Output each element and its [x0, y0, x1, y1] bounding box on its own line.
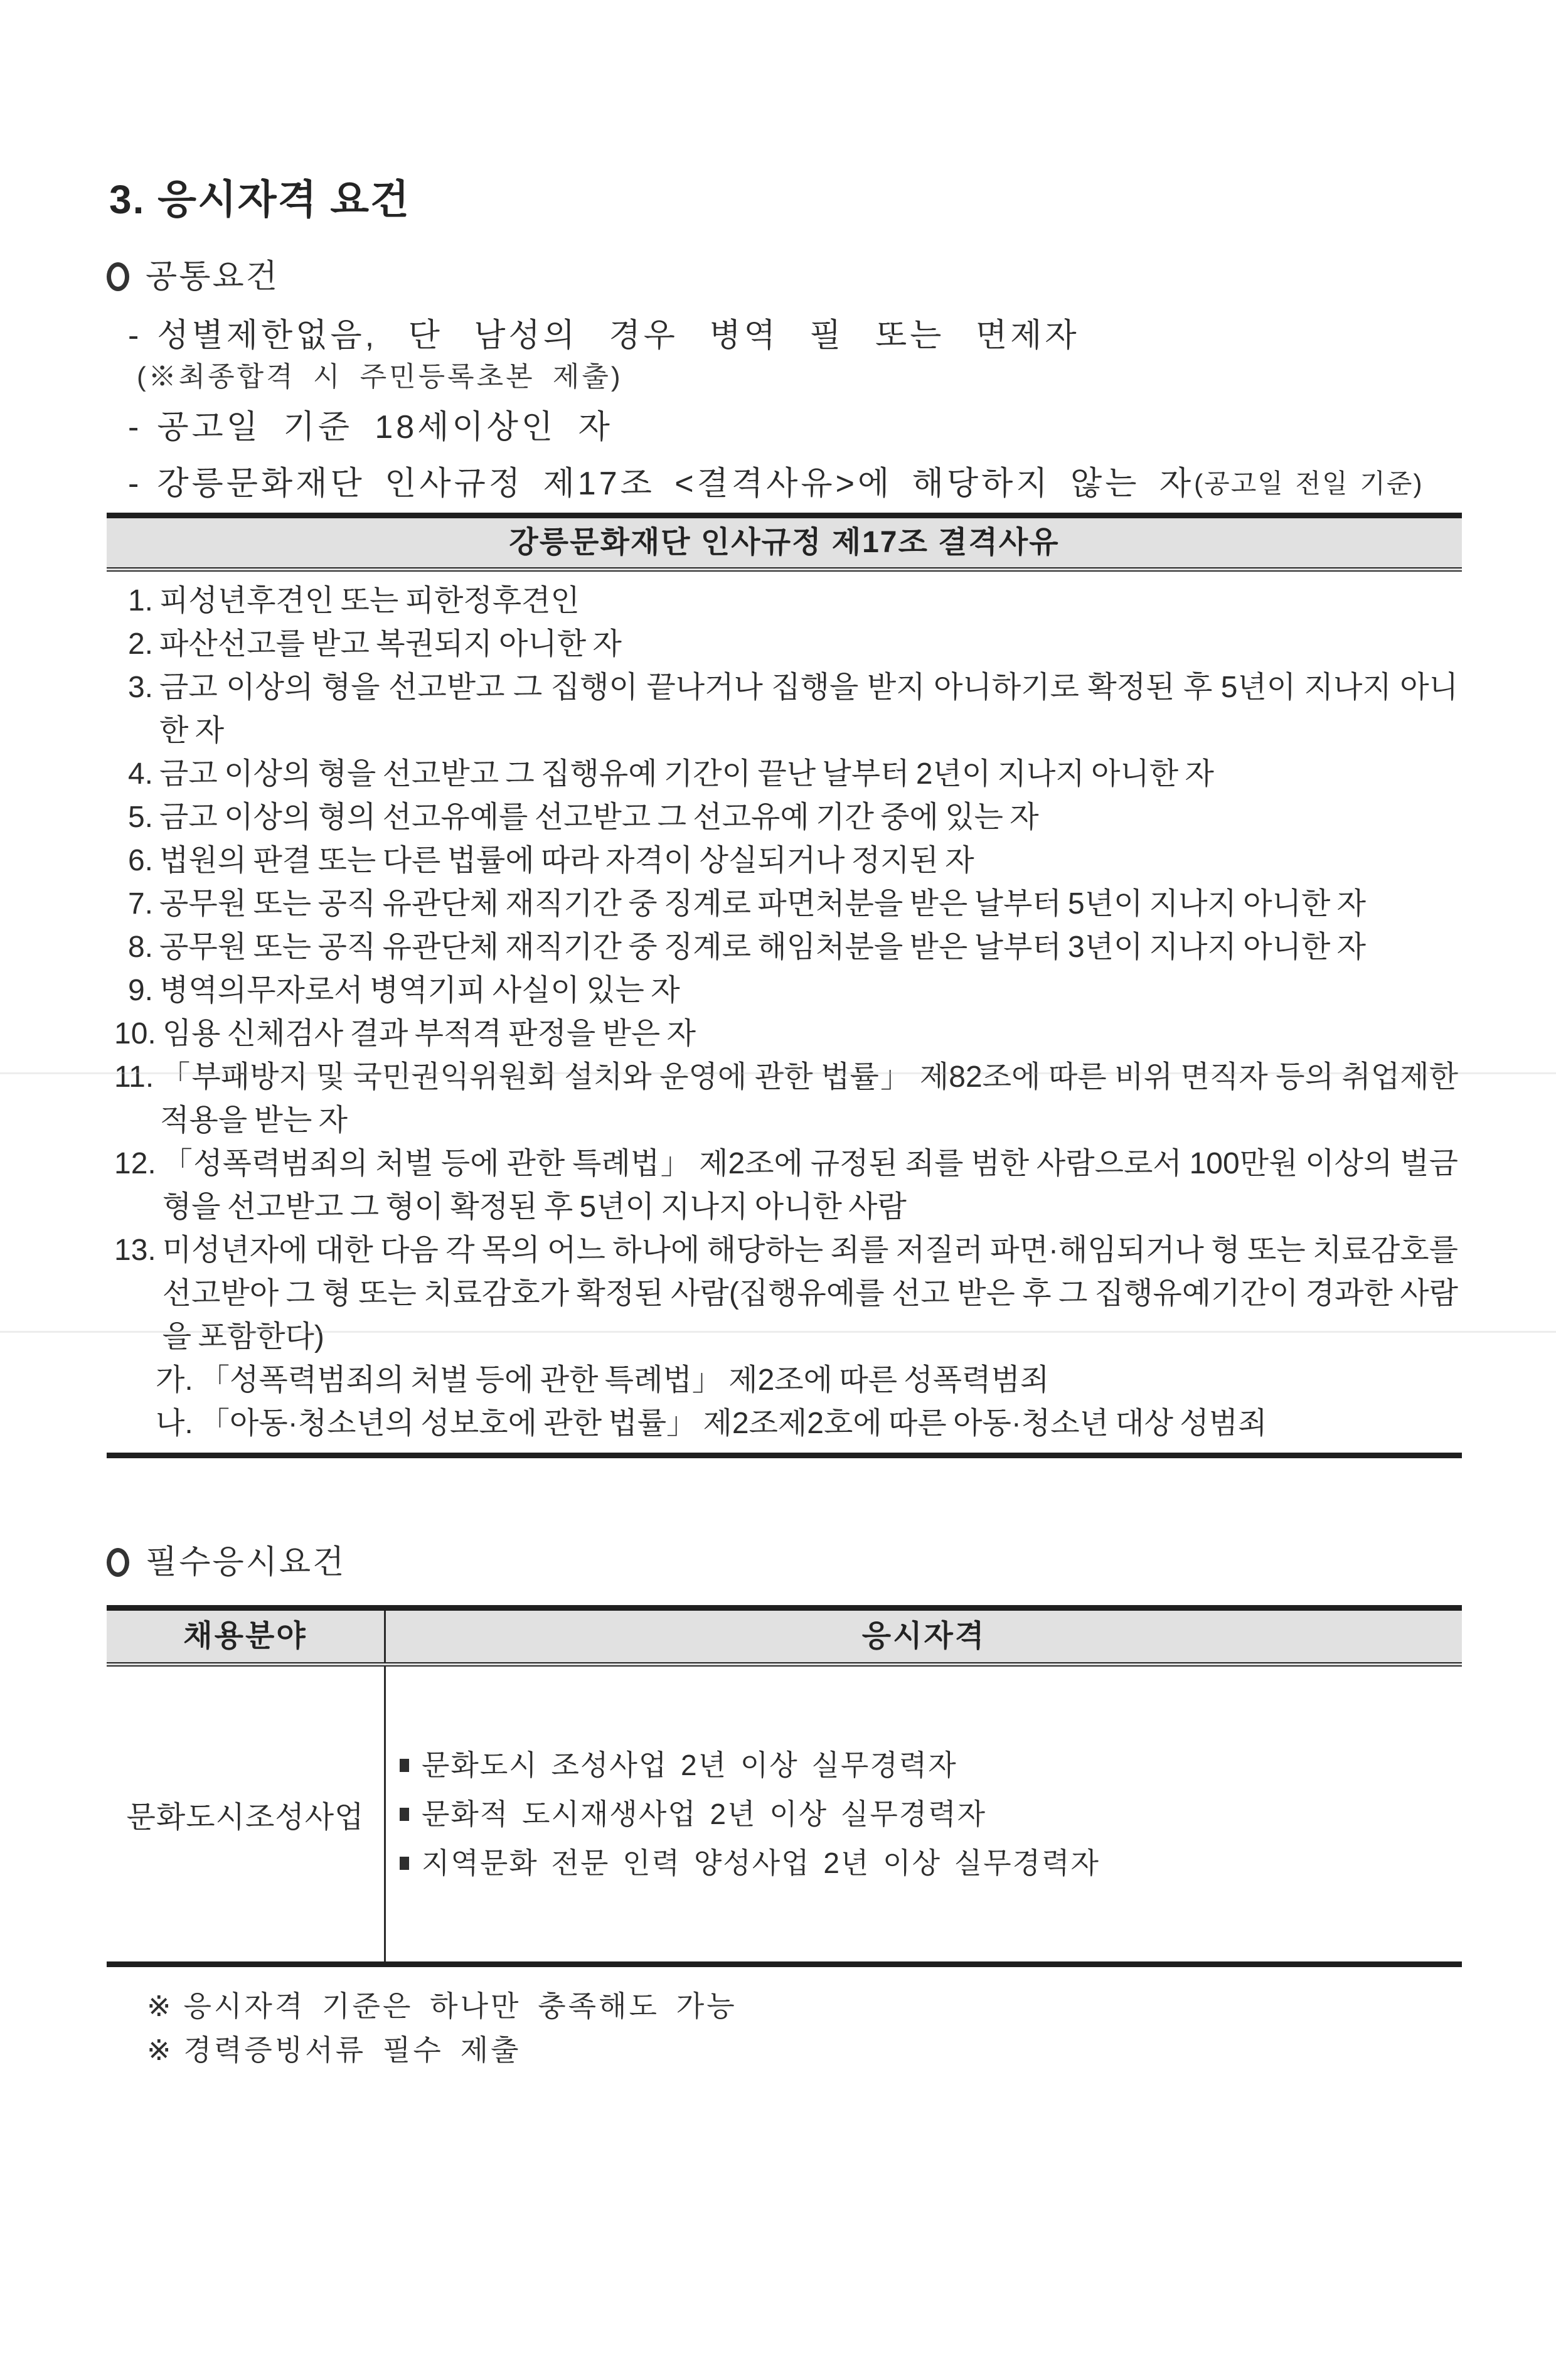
- qualification-cell: [386, 1667, 1462, 1961]
- subitem-text: 「아동·청소년의 성보호에 관한 법률」 제2조제2호에 따른 아동·청소년 대상 성범죄: [200, 1407, 1267, 1440]
- square-bullet-icon: [400, 1808, 409, 1821]
- item-text: 법원의 판결 또는 다른 법률에 따라 자격이 상실되거나 정지된 자: [159, 844, 974, 877]
- item-text: 금고 이상의 형을 선고받고 그 집행이 끝나거나 집행을 받지 아니하기로 확정된 후 5년이 지나지 아니한 자: [159, 671, 1458, 747]
- item-text: 「성폭력범죄의 처벌 등에 관한 특례법」 제2조에 규정된 죄를 범한 사람으로서 100만원 이상의 벌금형을 선고받고 그 형이 확정된 후 5년이 지나지 아니한 사람: [162, 1147, 1458, 1224]
- footnote: [147, 1986, 1462, 2026]
- disqualification-item: [114, 839, 1458, 882]
- qualification-item: [400, 1847, 1462, 1879]
- item-number: 8.: [127, 931, 153, 964]
- common-bullet-3-suffix: (공고일 전일 기준): [1194, 469, 1424, 498]
- required-table-header-row: [107, 1611, 1462, 1667]
- item-text: 미성년자에 대한 다음 각 목의 어느 하나에 해당하는 죄를 저질러 파면·해임되거나 형 또는 치료감호를 선고받아 그 형 또는 치료감호가 확정된 사람(집행유예를 선고 받은 후 그 집행유예기간이 경과한 사람을 포함한다): [162, 1234, 1458, 1353]
- item-number: 5.: [127, 801, 153, 834]
- item-text: 금고 이상의 형의 선고유예를 선고받고 그 선고유예 기간 중에 있는 자: [159, 801, 1039, 834]
- disqualification-subitem: [114, 1402, 1458, 1445]
- subitem-marker: 가.: [156, 1363, 193, 1397]
- disqualification-item: [114, 579, 1458, 622]
- scanned-document: [0, 179, 1556, 2380]
- footnote: [147, 2030, 1462, 2070]
- item-number: 10.: [114, 1017, 156, 1050]
- common-requirements-heading: [107, 259, 1462, 294]
- qualification-item: [400, 1749, 1462, 1781]
- dash-bullet-icon: -: [128, 466, 142, 502]
- disqualification-item: [114, 882, 1458, 926]
- common-bullet-1-text: 성별제한없음, 단 남성의 경우 병역 필 또는 면제자: [157, 318, 1080, 354]
- disqualification-item: [114, 1012, 1458, 1055]
- qualification-item: [400, 1798, 1462, 1830]
- document-page: [0, 179, 1556, 2070]
- subitem-text: 「성폭력범죄의 처벌 등에 관한 특례법」 제2조에 따른 성폭력범죄: [200, 1363, 1050, 1397]
- disqualification-item: [114, 1055, 1458, 1142]
- footnotes: [107, 1986, 1462, 2070]
- square-bullet-icon: [400, 1857, 409, 1870]
- circle-bullet-icon: [107, 262, 129, 291]
- qualification-text: 지역문화 전문 인력 양성사업 2년 이상 실무경력자: [422, 1847, 1100, 1879]
- common-requirements-list: [107, 316, 1462, 504]
- reference-mark-icon: ※: [147, 2034, 174, 2066]
- disqualification-table-header: 강릉문화재단 인사규정 제17조 결격사유: [107, 518, 1462, 572]
- common-bullet-2: [128, 407, 1462, 447]
- reference-mark-icon: ※: [147, 1990, 174, 2022]
- recruit-field-cell: 문화도시조성사업: [107, 1667, 386, 1961]
- disqualification-item: [114, 926, 1458, 969]
- disqualification-table: [107, 513, 1462, 1458]
- common-bullet-2-text: 공고일 기준 18세이상인 자: [157, 409, 613, 446]
- qualification-text: 문화적 도시재생사업 2년 이상 실무경력자: [422, 1798, 987, 1830]
- common-requirements-heading-label: 공통요건: [146, 259, 279, 295]
- item-number: 13.: [114, 1234, 156, 1267]
- disqualification-item: [114, 622, 1458, 666]
- required-qualification-heading-label: 필수응시요건: [146, 1544, 346, 1581]
- section-title: 3. 응시자격 요건: [109, 177, 410, 222]
- item-number: 4.: [127, 757, 153, 791]
- qualification-text: 문화도시 조성사업 2년 이상 실무경력자: [422, 1749, 957, 1781]
- circle-bullet-icon: [107, 1548, 129, 1577]
- required-table-body-row: [107, 1667, 1462, 1961]
- column-header-qualification: 응시자격: [861, 1620, 986, 1653]
- disqualification-subitem: [114, 1358, 1458, 1402]
- required-qualification-heading: [107, 1545, 1462, 1580]
- disqualification-item: [114, 1142, 1458, 1229]
- item-text: 「부패방지 및 국민권익위원회 설치와 운영에 관한 법률」 제82조에 따른 비위 면직자 등의 취업제한 적용을 받는 자: [160, 1060, 1458, 1137]
- item-number: 12.: [114, 1147, 156, 1180]
- column-header-recruit-field: 채용분야: [107, 1611, 386, 1662]
- square-bullet-icon: [400, 1759, 409, 1772]
- common-bullet-3-text: 강릉문화재단 인사규정 제17조 <결격사유>에 해당하지 않는 자: [157, 466, 1195, 502]
- item-number: 1.: [127, 584, 153, 617]
- subitem-marker: 나.: [156, 1407, 193, 1440]
- item-text: 임용 신체검사 결과 부적격 판정을 받은 자: [162, 1017, 696, 1050]
- item-number: 3.: [127, 671, 153, 704]
- item-text: 공무원 또는 공직 유관단체 재직기간 중 징계로 해임처분을 받은 날부터 3년이 지나지 아니한 자: [159, 931, 1367, 964]
- common-bullet-1: [128, 316, 1462, 356]
- item-number: 9.: [127, 974, 153, 1007]
- dash-bullet-icon: -: [128, 318, 142, 354]
- footnote-text: 응시자격 기준은 하나만 충족해도 가능: [183, 1990, 737, 2022]
- item-text: 파산선고를 받고 복권되지 아니한 자: [159, 627, 622, 661]
- disqualification-item-list: [107, 572, 1462, 1453]
- common-bullet-3: [128, 464, 1462, 504]
- item-text: 병역의무자로서 병역기피 사실이 있는 자: [159, 974, 680, 1007]
- item-text: 공무원 또는 공직 유관단체 재직기간 중 징계로 파면처분을 받은 날부터 5년이 지나지 아니한 자: [159, 887, 1367, 921]
- item-text: 금고 이상의 형을 선고받고 그 집행유예 기간이 끝난 날부터 2년이 지나지 아니한 자: [159, 757, 1214, 791]
- footnote-text: 경력증빙서류 필수 제출: [183, 2034, 521, 2066]
- item-number: 11.: [114, 1060, 154, 1094]
- disqualification-item: [114, 969, 1458, 1012]
- disqualification-item: [114, 666, 1458, 752]
- disqualification-item: [114, 796, 1458, 839]
- item-number: 7.: [127, 887, 153, 921]
- item-text: 피성년후견인 또는 피한정후견인: [159, 584, 580, 617]
- common-bullet-1-note: (※최종합격 시 주민등록초본 제출): [137, 361, 623, 392]
- disqualification-item: [114, 1229, 1458, 1358]
- required-qualification-table: [107, 1605, 1462, 1967]
- disqualification-item: [114, 752, 1458, 796]
- item-number: 6.: [127, 844, 153, 877]
- dash-bullet-icon: -: [128, 409, 142, 446]
- item-number: 2.: [127, 627, 153, 661]
